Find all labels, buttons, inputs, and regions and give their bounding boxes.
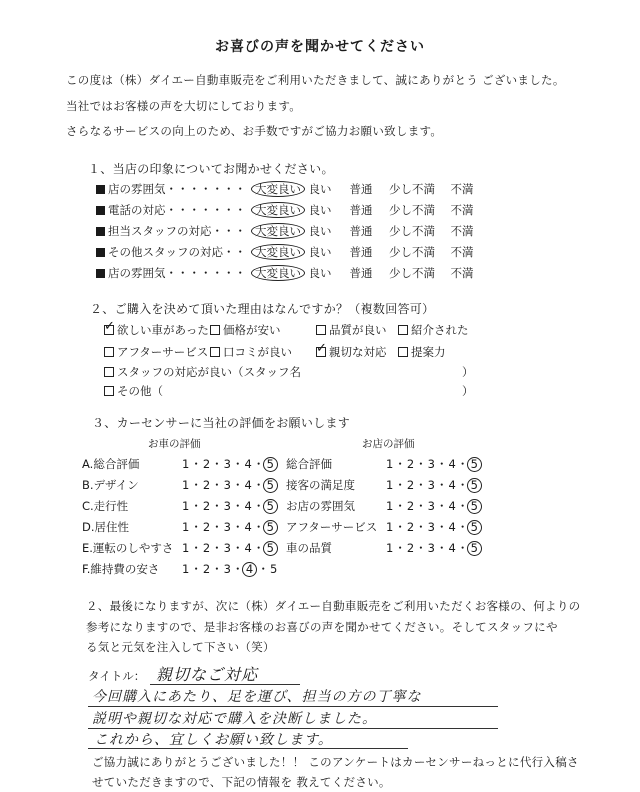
q1-option[interactable] xyxy=(442,222,482,240)
eval-score[interactable]: 1 xyxy=(386,541,395,555)
eval-score[interactable]: 1 xyxy=(182,562,191,576)
bullet-square-icon xyxy=(96,227,105,236)
q1-option-text: 少し不満 xyxy=(389,224,435,238)
q1-row-label xyxy=(96,243,254,261)
q1-row xyxy=(96,201,482,219)
q1-option-text: 大変良い xyxy=(251,181,305,197)
q2-reasons-row-2 xyxy=(104,344,488,360)
eval-scale: 1・2・3・4・5 xyxy=(386,499,482,513)
q1-option[interactable] xyxy=(340,222,382,240)
reason-option[interactable] xyxy=(316,344,398,360)
eval-score[interactable]: 5 xyxy=(467,541,482,556)
q1-option[interactable] xyxy=(442,180,482,198)
q1-row-text: 店の雰囲気・・・・・・・ xyxy=(108,266,246,280)
reason-option[interactable] xyxy=(210,322,316,338)
eval-score[interactable]: 5 xyxy=(269,562,279,576)
q1-option-text: 普通 xyxy=(349,224,373,238)
q1-option[interactable] xyxy=(300,201,340,219)
q1-row-label xyxy=(96,180,254,198)
eval-score[interactable]: 3 xyxy=(223,478,232,492)
bullet-square-icon xyxy=(96,248,105,257)
eval-score[interactable]: 2 xyxy=(202,520,212,534)
reason-label: アフターサービス xyxy=(117,345,209,359)
eval-score[interactable]: 1 xyxy=(386,520,395,534)
q1-option-text: 良い xyxy=(308,182,332,196)
shop-eval-row xyxy=(286,477,482,493)
other-label: その他（ xyxy=(117,384,163,398)
eval-score[interactable]: 2 xyxy=(202,541,212,555)
eval-score[interactable]: 2 xyxy=(202,499,212,513)
car-eval-row xyxy=(82,498,278,514)
q2-staff-option[interactable] xyxy=(104,364,301,380)
q1-option[interactable] xyxy=(340,180,382,198)
other-close-paren: ） xyxy=(462,384,474,398)
eval-score[interactable]: 4 xyxy=(244,457,253,471)
bullet-square-icon xyxy=(96,269,105,278)
eval-scale: 1・2・3・4・5 xyxy=(182,541,278,555)
q1-option[interactable] xyxy=(340,264,382,282)
q1-row xyxy=(96,180,482,198)
q1-row-label xyxy=(96,222,254,240)
q1-option-text: 少し不満 xyxy=(389,245,435,259)
q4-line-3: る気と元気を注入して下さい（笑） xyxy=(86,640,275,654)
eval-score[interactable]: 2 xyxy=(406,499,416,513)
other-checkbox[interactable] xyxy=(104,386,114,396)
reason-option[interactable] xyxy=(316,322,398,338)
reason-label: 口コミが良い xyxy=(223,345,292,359)
q3-heading: ３、カーセンサーに当社の評価をお願いします xyxy=(92,416,351,430)
eval-score[interactable]: 4 xyxy=(448,457,457,471)
eval-label: 接客の満足度 xyxy=(286,478,355,492)
title-field-label: タイトル： xyxy=(88,669,146,683)
q1-option[interactable] xyxy=(254,264,300,282)
checkbox-icon[interactable] xyxy=(398,347,408,357)
car-eval-header: お車の評価 xyxy=(148,438,201,450)
eval-label: C.走行性 xyxy=(82,499,129,513)
eval-score[interactable]: 3 xyxy=(427,499,436,513)
shop-eval-row xyxy=(286,456,482,472)
eval-label: お店の雰囲気 xyxy=(286,499,355,513)
q1-option[interactable] xyxy=(300,243,340,261)
q1-option-text: 良い xyxy=(308,245,332,259)
comment-line-2[interactable]: 説明や親切な対応で購入を決断しました。 xyxy=(92,711,377,727)
eval-label: 車の品質 xyxy=(286,541,332,555)
eval-label: A.総合評価 xyxy=(82,457,140,471)
eval-scale: 1・2・3・4・5 xyxy=(182,499,278,513)
shop-eval-header: お店の評価 xyxy=(362,438,415,450)
eval-label: 総合評価 xyxy=(286,457,332,471)
car-eval-row xyxy=(82,561,278,577)
q4-line-1: ２、最後になりますが、次に（株）ダイエー自動車販売をご利用いただくお客様の、何よりの xyxy=(86,599,581,613)
q1-option[interactable] xyxy=(442,201,482,219)
bullet-square-icon xyxy=(96,185,105,194)
q1-row-text: 店の雰囲気・・・・・・・ xyxy=(108,182,246,196)
q1-option[interactable] xyxy=(300,264,340,282)
q1-row-label xyxy=(96,264,254,282)
shop-eval-row xyxy=(286,540,482,556)
footer-line-2: せていただきますので、下記の情報を 教えてください。 xyxy=(92,775,391,789)
staff-close-paren: ） xyxy=(462,365,474,379)
survey-title: お喜びの声を聞かせてください xyxy=(215,39,425,55)
q1-option[interactable] xyxy=(340,243,382,261)
car-eval-row xyxy=(82,477,278,493)
q1-option-text: 大変良い xyxy=(251,244,305,260)
q1-option-text: 不満 xyxy=(450,224,474,238)
eval-score[interactable]: 1 xyxy=(182,520,191,534)
eval-score[interactable]: 5 xyxy=(263,478,278,493)
q1-option[interactable] xyxy=(300,180,340,198)
eval-scale: 1・2・3・4・5 xyxy=(386,457,482,471)
eval-scale: 1・2・3・4・5 xyxy=(182,457,278,471)
q1-option[interactable] xyxy=(382,264,442,282)
eval-score[interactable]: 1 xyxy=(386,499,395,513)
checkbox-icon[interactable] xyxy=(210,347,220,357)
eval-scale: 1・2・3・4・5 xyxy=(386,478,482,492)
eval-scale: 1・2・3・4・5 xyxy=(182,478,278,492)
checkbox-icon[interactable] xyxy=(210,325,220,335)
checkbox-icon[interactable] xyxy=(316,325,326,335)
q1-row xyxy=(96,243,482,261)
q1-option-text: 大変良い xyxy=(251,223,305,239)
q1-option-text: 少し不満 xyxy=(389,266,435,280)
eval-score[interactable]: 5 xyxy=(263,541,278,556)
eval-score[interactable]: 1 xyxy=(182,457,191,471)
eval-scale: 1・2・3・4・5 xyxy=(182,520,278,534)
eval-score[interactable]: 5 xyxy=(467,478,482,493)
reason-label: 紹介された xyxy=(411,323,469,337)
q1-option-text: 普通 xyxy=(349,203,373,217)
eval-score[interactable]: 3 xyxy=(427,478,436,492)
q1-row-text: その他スタッフの対応・・ xyxy=(108,245,246,259)
eval-score[interactable]: 3 xyxy=(223,541,232,555)
eval-score[interactable]: 2 xyxy=(406,541,416,555)
eval-score[interactable]: 4 xyxy=(244,541,253,555)
reason-option[interactable] xyxy=(104,344,210,360)
eval-scale: 1・2・3・4・5 xyxy=(386,520,482,534)
reason-label: 親切な対応 xyxy=(329,345,387,359)
eval-score[interactable]: 2 xyxy=(406,478,416,492)
q1-option-text: 良い xyxy=(308,224,332,238)
q1-option-text: 大変良い xyxy=(251,202,305,218)
q1-option[interactable] xyxy=(382,243,442,261)
eval-score[interactable]: 1 xyxy=(182,478,191,492)
eval-score[interactable]: 4 xyxy=(448,478,457,492)
checked-checkbox-icon[interactable] xyxy=(104,325,114,335)
eval-score[interactable]: 4 xyxy=(448,541,457,555)
reason-option[interactable] xyxy=(398,322,488,338)
q1-option-text: 良い xyxy=(308,266,332,280)
q1-option[interactable] xyxy=(340,201,382,219)
shop-eval-row xyxy=(286,498,482,514)
q1-option-text: 良い xyxy=(308,203,332,217)
intro-line-3: さらなるサービスの向上のため、お手数ですがご協力お願い致します。 xyxy=(66,124,443,138)
eval-score[interactable]: 2 xyxy=(406,457,416,471)
q1-option[interactable] xyxy=(382,180,442,198)
q2-heading: ２、ご購入を決めて頂いた理由はなんですか？（複数回答可） xyxy=(90,302,435,316)
eval-label: F.維持費の安さ xyxy=(82,562,160,576)
footer-line-1: ご協力誠にありがとうございました！！ このアンケートはカーセンサーねっとに代行入稿さ xyxy=(92,755,579,769)
eval-score[interactable]: 1 xyxy=(182,541,191,555)
q1-row-label xyxy=(96,201,254,219)
eval-score[interactable]: 5 xyxy=(467,457,482,472)
q1-option-text: 普通 xyxy=(349,182,373,196)
car-eval-row xyxy=(82,519,278,535)
reason-option[interactable] xyxy=(104,322,210,338)
eval-score[interactable]: 5 xyxy=(263,499,278,514)
shop-eval-row xyxy=(286,519,482,535)
q1-option-text: 不満 xyxy=(450,182,474,196)
eval-score[interactable]: 5 xyxy=(467,499,482,514)
q1-option[interactable] xyxy=(254,201,300,219)
reason-label: 欲しい車があった xyxy=(117,323,209,337)
staff-checkbox[interactable] xyxy=(104,367,114,377)
checkbox-icon[interactable] xyxy=(104,347,114,357)
q1-option[interactable] xyxy=(382,201,442,219)
eval-label: アフターサービス xyxy=(286,520,378,534)
eval-score[interactable]: 4 xyxy=(242,562,257,577)
q1-option-text: 少し不満 xyxy=(389,182,435,196)
reason-option[interactable] xyxy=(210,344,316,360)
eval-score[interactable]: 3 xyxy=(223,457,232,471)
eval-scale: 1・2・3・4 ・5 xyxy=(182,562,279,576)
eval-score[interactable]: 1 xyxy=(182,499,191,513)
title-field-value[interactable]: 親切なご対応 xyxy=(156,665,259,684)
eval-score[interactable]: 3 xyxy=(223,499,232,513)
q1-option[interactable] xyxy=(442,264,482,282)
intro-line-2: 当社ではお客様の声を大切にしております。 xyxy=(66,99,302,113)
eval-label: E.運転のしやすさ xyxy=(82,541,174,555)
eval-score[interactable]: 3 xyxy=(223,562,232,576)
eval-score[interactable]: 1 xyxy=(386,478,395,492)
reason-label: 価格が安い xyxy=(223,323,281,337)
reason-option[interactable] xyxy=(398,344,488,360)
eval-score[interactable]: 2 xyxy=(202,562,212,576)
reason-label: 提案力 xyxy=(411,345,446,359)
eval-score[interactable]: 5 xyxy=(263,520,278,535)
checkbox-icon[interactable] xyxy=(398,325,408,335)
q1-option-text: 不満 xyxy=(450,245,474,259)
q1-option-text: 不満 xyxy=(450,266,474,280)
q1-row-text: 電話の対応・・・・・・・ xyxy=(108,203,246,217)
q1-row-text: 担当スタッフの対応・・・ xyxy=(108,224,246,238)
eval-score[interactable]: 5 xyxy=(263,457,278,472)
eval-score[interactable]: 2 xyxy=(202,457,212,471)
q1-option[interactable] xyxy=(254,243,300,261)
bullet-square-icon xyxy=(96,206,105,215)
eval-label: B.デザイン xyxy=(82,478,139,492)
eval-score[interactable]: 4 xyxy=(244,499,253,513)
q1-option-text: 普通 xyxy=(349,245,373,259)
eval-score[interactable]: 5 xyxy=(467,520,482,535)
q1-row xyxy=(96,222,482,240)
comment-line-3[interactable]: これから、宜しくお願い致します。 xyxy=(94,732,333,748)
checked-checkbox-icon[interactable] xyxy=(316,347,326,357)
eval-label: D.居住性 xyxy=(82,520,130,534)
reason-label: 品質が良い xyxy=(329,323,387,337)
eval-score[interactable]: 3 xyxy=(427,520,436,534)
eval-score[interactable]: 2 xyxy=(202,478,212,492)
q1-option[interactable] xyxy=(442,243,482,261)
eval-scale: 1・2・3・4・5 xyxy=(386,541,482,555)
eval-score[interactable]: 3 xyxy=(427,457,436,471)
eval-score[interactable]: 4 xyxy=(448,520,457,534)
intro-line-1: この度は（株）ダイエー自動車販売をご利用いただきまして、誠にありがとう ございました。 xyxy=(66,73,565,87)
q1-row xyxy=(96,264,482,282)
q1-option[interactable] xyxy=(382,222,442,240)
q1-option-text: 少し不満 xyxy=(389,203,435,217)
eval-score[interactable]: 4 xyxy=(244,478,253,492)
q4-line-2: 参考になりますので、是非お客様のお喜びの声を聞かせてください。そしてスタッフにや xyxy=(86,620,558,634)
eval-score[interactable]: 1 xyxy=(386,457,395,471)
q2-other-option[interactable] xyxy=(104,383,163,399)
eval-score[interactable]: 4 xyxy=(448,499,457,513)
q2-reasons-row-1 xyxy=(104,322,488,338)
car-eval-row xyxy=(82,456,278,472)
eval-score[interactable]: 3 xyxy=(427,541,436,555)
q1-option[interactable] xyxy=(254,180,300,198)
q1-option-text: 不満 xyxy=(450,203,474,217)
eval-score[interactable]: 3 xyxy=(223,520,232,534)
car-eval-row xyxy=(82,540,278,556)
q1-option[interactable] xyxy=(300,222,340,240)
q1-heading: １、当店の印象についてお聞かせください。 xyxy=(88,162,334,176)
q1-option[interactable] xyxy=(254,222,300,240)
eval-score[interactable]: 2 xyxy=(406,520,416,534)
q1-option-text: 大変良い xyxy=(251,265,305,281)
eval-score[interactable]: 4 xyxy=(244,520,253,534)
q1-option-text: 普通 xyxy=(349,266,373,280)
staff-label: スタッフの対応が良い（スタッフ名 xyxy=(117,365,301,379)
comment-line-1[interactable]: 今回購入にあたり、足を運び、担当の方の丁寧な xyxy=(92,689,422,705)
